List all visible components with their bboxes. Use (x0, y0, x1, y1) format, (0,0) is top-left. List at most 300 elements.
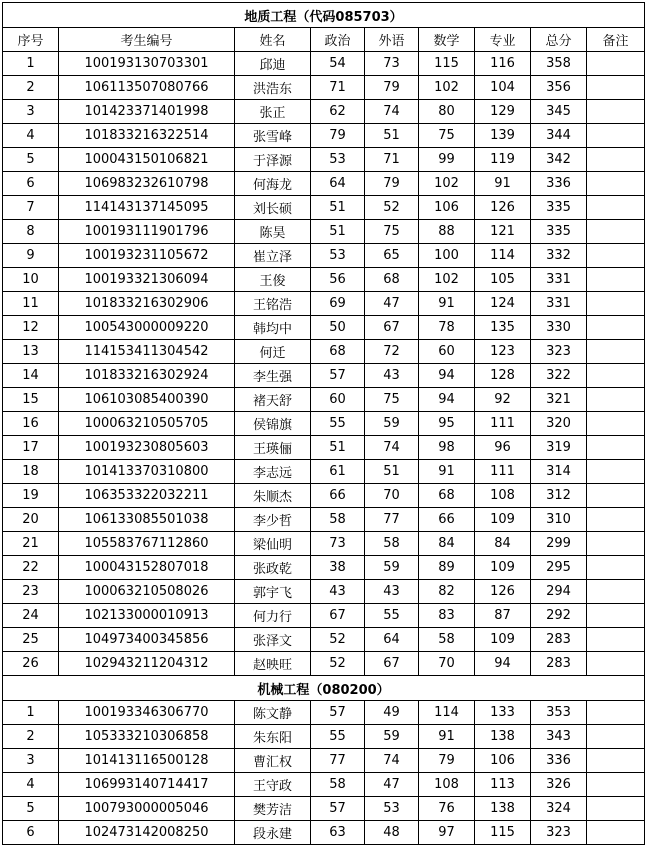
cell-exam-id: 104973400345856 (59, 628, 235, 652)
cell-seq: 22 (3, 556, 59, 580)
cell-seq: 26 (3, 652, 59, 676)
cell-foreign-language: 59 (365, 412, 419, 436)
cell-foreign-language: 74 (365, 100, 419, 124)
cell-total: 323 (531, 821, 587, 845)
cell-total: 319 (531, 436, 587, 460)
cell-math: 91 (419, 460, 475, 484)
cell-name: 于泽源 (235, 148, 311, 172)
cell-name: 张雪峰 (235, 124, 311, 148)
cell-politics: 63 (311, 821, 365, 845)
cell-major: 138 (475, 725, 531, 749)
cell-total: 314 (531, 460, 587, 484)
score-table (2, 2, 645, 845)
cell-note (587, 196, 645, 220)
cell-foreign-language: 43 (365, 364, 419, 388)
cell-name: 朱东阳 (235, 725, 311, 749)
cell-seq: 4 (3, 773, 59, 797)
cell-foreign-language: 53 (365, 797, 419, 821)
cell-politics: 51 (311, 436, 365, 460)
cell-foreign-language: 68 (365, 268, 419, 292)
cell-foreign-language: 59 (365, 556, 419, 580)
cell-name: 张正 (235, 100, 311, 124)
cell-foreign-language: 64 (365, 628, 419, 652)
cell-seq: 5 (3, 797, 59, 821)
cell-exam-id: 101413370310800 (59, 460, 235, 484)
cell-note (587, 460, 645, 484)
cell-foreign-language: 67 (365, 652, 419, 676)
cell-math: 78 (419, 316, 475, 340)
cell-seq: 1 (3, 701, 59, 725)
cell-seq: 8 (3, 220, 59, 244)
cell-exam-id: 106113507080766 (59, 76, 235, 100)
cell-total: 295 (531, 556, 587, 580)
cell-exam-id: 100063210508026 (59, 580, 235, 604)
table-row (3, 316, 645, 340)
cell-exam-id: 106103085400390 (59, 388, 235, 412)
table-row (3, 460, 645, 484)
cell-total: 356 (531, 76, 587, 100)
cell-note (587, 773, 645, 797)
cell-math: 97 (419, 821, 475, 845)
cell-politics: 53 (311, 244, 365, 268)
cell-note (587, 220, 645, 244)
cell-exam-id: 114143137145095 (59, 196, 235, 220)
cell-seq: 4 (3, 124, 59, 148)
cell-note (587, 532, 645, 556)
cell-total: 326 (531, 773, 587, 797)
column-header-seq: 序号 (3, 28, 59, 52)
cell-politics: 50 (311, 316, 365, 340)
cell-seq: 10 (3, 268, 59, 292)
cell-name: 侯锦旗 (235, 412, 311, 436)
table-row (3, 556, 645, 580)
cell-note (587, 604, 645, 628)
cell-politics: 51 (311, 196, 365, 220)
section-title-row (3, 676, 645, 701)
cell-note (587, 484, 645, 508)
column-header-math: 数学 (419, 28, 475, 52)
cell-total: 344 (531, 124, 587, 148)
cell-total: 321 (531, 388, 587, 412)
cell-total: 345 (531, 100, 587, 124)
cell-math: 68 (419, 484, 475, 508)
cell-foreign-language: 75 (365, 388, 419, 412)
cell-math: 106 (419, 196, 475, 220)
cell-major: 121 (475, 220, 531, 244)
cell-major: 109 (475, 556, 531, 580)
cell-note (587, 388, 645, 412)
cell-name: 王铭浩 (235, 292, 311, 316)
cell-politics: 54 (311, 52, 365, 76)
cell-math: 108 (419, 773, 475, 797)
cell-seq: 25 (3, 628, 59, 652)
cell-exam-id: 100193130703301 (59, 52, 235, 76)
cell-name: 刘长硕 (235, 196, 311, 220)
cell-name: 邱迪 (235, 52, 311, 76)
cell-math: 94 (419, 364, 475, 388)
cell-total: 335 (531, 220, 587, 244)
cell-exam-id: 105583767112860 (59, 532, 235, 556)
cell-seq: 9 (3, 244, 59, 268)
cell-exam-id: 101833216302924 (59, 364, 235, 388)
cell-math: 88 (419, 220, 475, 244)
cell-seq: 2 (3, 725, 59, 749)
cell-politics: 58 (311, 508, 365, 532)
table-row (3, 652, 645, 676)
cell-total: 330 (531, 316, 587, 340)
cell-note (587, 340, 645, 364)
cell-exam-id: 100063210505705 (59, 412, 235, 436)
cell-exam-id: 106133085501038 (59, 508, 235, 532)
column-header-total: 总分 (531, 28, 587, 52)
cell-major: 94 (475, 652, 531, 676)
cell-math: 76 (419, 797, 475, 821)
cell-politics: 61 (311, 460, 365, 484)
table-row (3, 580, 645, 604)
table-row (3, 124, 645, 148)
cell-math: 114 (419, 701, 475, 725)
cell-politics: 73 (311, 532, 365, 556)
cell-name: 李少哲 (235, 508, 311, 532)
cell-foreign-language: 73 (365, 52, 419, 76)
cell-major: 135 (475, 316, 531, 340)
table-row (3, 172, 645, 196)
cell-total: 320 (531, 412, 587, 436)
cell-politics: 43 (311, 580, 365, 604)
cell-politics: 51 (311, 220, 365, 244)
table-row (3, 268, 645, 292)
cell-total: 336 (531, 172, 587, 196)
cell-major: 108 (475, 484, 531, 508)
cell-exam-id: 101833216302906 (59, 292, 235, 316)
cell-math: 115 (419, 52, 475, 76)
cell-total: 299 (531, 532, 587, 556)
cell-seq: 7 (3, 196, 59, 220)
cell-name: 李生强 (235, 364, 311, 388)
cell-seq: 23 (3, 580, 59, 604)
cell-seq: 16 (3, 412, 59, 436)
cell-math: 102 (419, 172, 475, 196)
cell-politics: 56 (311, 268, 365, 292)
cell-major: 114 (475, 244, 531, 268)
cell-math: 80 (419, 100, 475, 124)
cell-math: 70 (419, 652, 475, 676)
cell-politics: 60 (311, 388, 365, 412)
cell-seq: 5 (3, 148, 59, 172)
cell-name: 李志远 (235, 460, 311, 484)
cell-exam-id: 100793000005046 (59, 797, 235, 821)
cell-exam-id: 102133000010913 (59, 604, 235, 628)
cell-major: 111 (475, 412, 531, 436)
table-row (3, 292, 645, 316)
cell-note (587, 172, 645, 196)
cell-major: 126 (475, 580, 531, 604)
cell-foreign-language: 51 (365, 460, 419, 484)
cell-name: 曹汇权 (235, 749, 311, 773)
cell-politics: 67 (311, 604, 365, 628)
cell-note (587, 749, 645, 773)
cell-major: 115 (475, 821, 531, 845)
cell-note (587, 100, 645, 124)
cell-politics: 53 (311, 148, 365, 172)
cell-name: 崔立泽 (235, 244, 311, 268)
cell-seq: 24 (3, 604, 59, 628)
cell-major: 87 (475, 604, 531, 628)
cell-seq: 3 (3, 100, 59, 124)
cell-total: 322 (531, 364, 587, 388)
cell-name: 段永建 (235, 821, 311, 845)
cell-foreign-language: 71 (365, 148, 419, 172)
cell-math: 75 (419, 124, 475, 148)
cell-politics: 52 (311, 652, 365, 676)
table-row (3, 196, 645, 220)
cell-total: 312 (531, 484, 587, 508)
cell-foreign-language: 65 (365, 244, 419, 268)
cell-seq: 14 (3, 364, 59, 388)
cell-exam-id: 101423371401998 (59, 100, 235, 124)
cell-major: 126 (475, 196, 531, 220)
table-row (3, 508, 645, 532)
cell-total: 358 (531, 52, 587, 76)
cell-total: 331 (531, 268, 587, 292)
cell-exam-id: 101413116500128 (59, 749, 235, 773)
cell-note (587, 556, 645, 580)
cell-politics: 52 (311, 628, 365, 652)
cell-politics: 38 (311, 556, 365, 580)
table-row (3, 412, 645, 436)
cell-seq: 1 (3, 52, 59, 76)
cell-name: 何海龙 (235, 172, 311, 196)
cell-name: 梁仙明 (235, 532, 311, 556)
cell-politics: 62 (311, 100, 365, 124)
cell-name: 韩均中 (235, 316, 311, 340)
cell-seq: 2 (3, 76, 59, 100)
cell-politics: 66 (311, 484, 365, 508)
cell-note (587, 364, 645, 388)
cell-total: 353 (531, 701, 587, 725)
cell-major: 96 (475, 436, 531, 460)
cell-major: 106 (475, 749, 531, 773)
cell-foreign-language: 77 (365, 508, 419, 532)
cell-math: 99 (419, 148, 475, 172)
table-row (3, 436, 645, 460)
cell-politics: 69 (311, 292, 365, 316)
cell-seq: 6 (3, 172, 59, 196)
cell-exam-id: 100193321306094 (59, 268, 235, 292)
cell-seq: 3 (3, 749, 59, 773)
cell-foreign-language: 43 (365, 580, 419, 604)
cell-math: 91 (419, 725, 475, 749)
cell-note (587, 412, 645, 436)
cell-name: 洪浩东 (235, 76, 311, 100)
cell-major: 116 (475, 52, 531, 76)
cell-total: 335 (531, 196, 587, 220)
cell-politics: 68 (311, 340, 365, 364)
cell-exam-id: 114153411304542 (59, 340, 235, 364)
cell-politics: 64 (311, 172, 365, 196)
table-row (3, 148, 645, 172)
cell-note (587, 76, 645, 100)
cell-note (587, 652, 645, 676)
cell-seq: 17 (3, 436, 59, 460)
cell-total: 332 (531, 244, 587, 268)
table-row (3, 628, 645, 652)
cell-foreign-language: 47 (365, 292, 419, 316)
cell-foreign-language: 67 (365, 316, 419, 340)
cell-seq: 13 (3, 340, 59, 364)
cell-name: 何迁 (235, 340, 311, 364)
cell-foreign-language: 49 (365, 701, 419, 725)
cell-major: 105 (475, 268, 531, 292)
cell-seq: 15 (3, 388, 59, 412)
cell-total: 331 (531, 292, 587, 316)
cell-note (587, 52, 645, 76)
cell-math: 58 (419, 628, 475, 652)
cell-major: 109 (475, 508, 531, 532)
cell-foreign-language: 72 (365, 340, 419, 364)
cell-exam-id: 100043152807018 (59, 556, 235, 580)
cell-note (587, 797, 645, 821)
cell-exam-id: 105333210306858 (59, 725, 235, 749)
cell-major: 92 (475, 388, 531, 412)
table-row (3, 244, 645, 268)
cell-politics: 71 (311, 76, 365, 100)
cell-total: 343 (531, 725, 587, 749)
cell-math: 82 (419, 580, 475, 604)
cell-seq: 20 (3, 508, 59, 532)
cell-foreign-language: 55 (365, 604, 419, 628)
cell-note (587, 628, 645, 652)
cell-note (587, 148, 645, 172)
cell-politics: 57 (311, 701, 365, 725)
cell-math: 84 (419, 532, 475, 556)
cell-seq: 21 (3, 532, 59, 556)
cell-note (587, 124, 645, 148)
cell-seq: 12 (3, 316, 59, 340)
cell-name: 王俊 (235, 268, 311, 292)
cell-name: 张泽文 (235, 628, 311, 652)
cell-seq: 19 (3, 484, 59, 508)
cell-note (587, 292, 645, 316)
cell-math: 66 (419, 508, 475, 532)
cell-math: 98 (419, 436, 475, 460)
cell-exam-id: 106993140714417 (59, 773, 235, 797)
cell-foreign-language: 52 (365, 196, 419, 220)
cell-exam-id: 100043150106821 (59, 148, 235, 172)
table-row (3, 749, 645, 773)
cell-note (587, 268, 645, 292)
cell-math: 91 (419, 292, 475, 316)
cell-major: 128 (475, 364, 531, 388)
cell-math: 102 (419, 76, 475, 100)
cell-foreign-language: 58 (365, 532, 419, 556)
column-header-exam-id: 考生编号 (59, 28, 235, 52)
cell-total: 342 (531, 148, 587, 172)
cell-major: 119 (475, 148, 531, 172)
cell-foreign-language: 59 (365, 725, 419, 749)
table-row (3, 532, 645, 556)
table-row (3, 797, 645, 821)
table-row (3, 52, 645, 76)
cell-math: 94 (419, 388, 475, 412)
cell-foreign-language: 75 (365, 220, 419, 244)
cell-name: 郭宇飞 (235, 580, 311, 604)
cell-math: 100 (419, 244, 475, 268)
cell-note (587, 701, 645, 725)
table-row (3, 484, 645, 508)
cell-total: 323 (531, 340, 587, 364)
cell-foreign-language: 70 (365, 484, 419, 508)
cell-politics: 55 (311, 725, 365, 749)
cell-note (587, 316, 645, 340)
cell-foreign-language: 74 (365, 749, 419, 773)
cell-name: 何力行 (235, 604, 311, 628)
cell-exam-id: 106353322032211 (59, 484, 235, 508)
cell-major: 138 (475, 797, 531, 821)
cell-note (587, 508, 645, 532)
cell-total: 294 (531, 580, 587, 604)
cell-major: 113 (475, 773, 531, 797)
cell-exam-id: 100193231105672 (59, 244, 235, 268)
section-title-row (3, 3, 645, 28)
table-row (3, 725, 645, 749)
table-row (3, 100, 645, 124)
table-row (3, 220, 645, 244)
table-row (3, 701, 645, 725)
cell-major: 84 (475, 532, 531, 556)
table-row (3, 340, 645, 364)
column-header-politics: 政治 (311, 28, 365, 52)
cell-name: 张政乾 (235, 556, 311, 580)
cell-politics: 77 (311, 749, 365, 773)
cell-major: 91 (475, 172, 531, 196)
cell-seq: 6 (3, 821, 59, 845)
cell-major: 129 (475, 100, 531, 124)
cell-math: 95 (419, 412, 475, 436)
cell-foreign-language: 51 (365, 124, 419, 148)
cell-name: 朱顺杰 (235, 484, 311, 508)
section-title: 机械工程（080200） (3, 676, 645, 701)
cell-name: 樊芳洁 (235, 797, 311, 821)
cell-note (587, 580, 645, 604)
cell-politics: 57 (311, 797, 365, 821)
cell-math: 79 (419, 749, 475, 773)
table-row (3, 388, 645, 412)
cell-major: 111 (475, 460, 531, 484)
cell-major: 133 (475, 701, 531, 725)
cell-total: 324 (531, 797, 587, 821)
cell-seq: 18 (3, 460, 59, 484)
cell-total: 292 (531, 604, 587, 628)
cell-name: 陈昊 (235, 220, 311, 244)
section-title: 地质工程（代码085703） (3, 3, 645, 28)
cell-name: 陈文静 (235, 701, 311, 725)
cell-exam-id: 100193346306770 (59, 701, 235, 725)
table-row (3, 364, 645, 388)
cell-math: 83 (419, 604, 475, 628)
cell-name: 赵映旺 (235, 652, 311, 676)
cell-foreign-language: 74 (365, 436, 419, 460)
cell-exam-id: 101833216322514 (59, 124, 235, 148)
cell-politics: 58 (311, 773, 365, 797)
cell-note (587, 436, 645, 460)
header-row (3, 28, 645, 52)
cell-name: 王守政 (235, 773, 311, 797)
cell-total: 283 (531, 652, 587, 676)
cell-foreign-language: 79 (365, 172, 419, 196)
cell-major: 104 (475, 76, 531, 100)
cell-major: 123 (475, 340, 531, 364)
